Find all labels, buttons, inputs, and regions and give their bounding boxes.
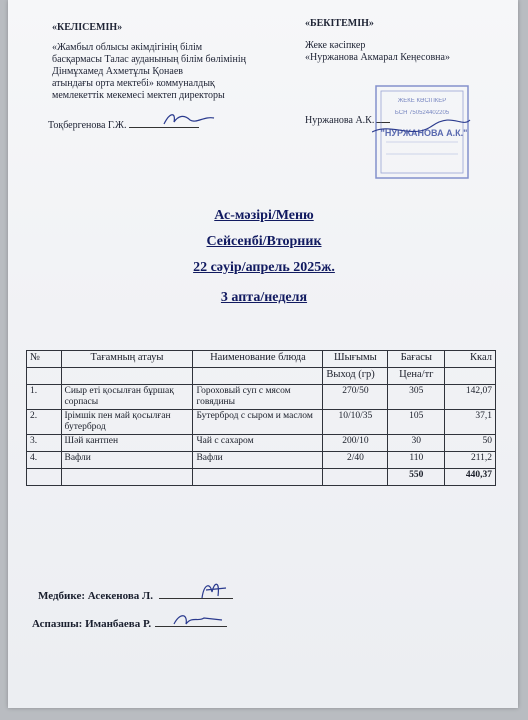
agreed-line-3: Дінмұхамед Ахметұлы Қонаев <box>52 66 183 77</box>
nurse-signature <box>196 578 236 604</box>
row-output: 200/10 <box>323 435 388 452</box>
table-total-row <box>27 469 496 486</box>
header-kcal: Ккал <box>445 351 496 368</box>
total-kcal: 440,37 <box>445 469 496 486</box>
total-price: 550 <box>388 469 445 486</box>
agreed-line-4: атындағы орта мектебі» коммуналдық <box>52 78 215 89</box>
agreed-line-5: мемлекеттік мекемесі мектеп директоры <box>52 90 225 101</box>
table-header-row <box>27 351 496 368</box>
row-name-ru: Бутерброд с сыром и маслом <box>193 410 323 435</box>
row-name-kz: Сиыр еті қосылған бұршақ сорпасы <box>61 385 193 410</box>
row-name-kz: Вафли <box>61 452 193 469</box>
row-price: 30 <box>388 435 445 452</box>
cook-signature <box>170 608 230 632</box>
approved-line-2: «Нуржанова Акмарал Кеңесовна» <box>305 52 450 63</box>
agreed-title: «КЕЛІСЕМІН» <box>52 22 123 33</box>
director-signer: Тоқбергенова Г.Ж. <box>48 120 199 132</box>
row-name-ru: Чай с сахаром <box>193 435 323 452</box>
header-price-ru: Цена/тг <box>388 368 445 385</box>
date-title: 22 сәуір/апрель 2025ж. <box>193 260 335 275</box>
agreed-line-1: «Жамбыл облысы әкімдігінің білім <box>52 42 203 53</box>
row-price: 305 <box>388 385 445 410</box>
row-num: 3. <box>27 435 62 452</box>
approved-signer: Нуржанова А.К. <box>305 115 390 127</box>
svg-text:БСН 750524402205: БСН 750524402205 <box>394 110 450 116</box>
header-name-kz: Тағамның атауы <box>61 351 193 368</box>
day-title: Сейсенбі/Вторник <box>206 234 322 249</box>
entrepreneur-stamp <box>372 82 472 182</box>
row-num: 4. <box>27 452 62 469</box>
row-num: 1. <box>27 385 62 410</box>
row-output: 10/10/35 <box>323 410 388 435</box>
row-name-ru: Гороховый суп с мясом говядины <box>193 385 323 410</box>
svg-text:ЖЕКЕ КӘСІПКЕР: ЖЕКЕ КӘСІПКЕР <box>397 98 447 104</box>
row-name-kz: Ірімшік пен май қосылған бутерброд <box>61 410 193 435</box>
week-title: 3 апта/неделя <box>220 290 308 305</box>
row-name-ru: Вафли <box>193 452 323 469</box>
table-row <box>27 452 496 469</box>
table-row <box>27 435 496 452</box>
header-price-kz: Бағасы <box>388 351 445 368</box>
row-kcal: 50 <box>445 435 496 452</box>
menu-table <box>26 350 496 486</box>
row-kcal: 142,07 <box>445 385 496 410</box>
row-kcal: 37,1 <box>445 410 496 435</box>
approved-line-1: Жеке кәсіпкер <box>305 40 366 51</box>
approved-title: «БЕКІТЕМІН» <box>305 18 374 29</box>
header-output-kz: Шығымы <box>323 351 388 368</box>
row-output: 270/50 <box>323 385 388 410</box>
director-signature <box>160 108 220 130</box>
header-num: № <box>27 351 62 368</box>
nurse-signature-line: Медбике: Асекенова Л. <box>38 590 233 602</box>
row-price: 105 <box>388 410 445 435</box>
table-row <box>27 385 496 410</box>
row-num: 2. <box>27 410 62 435</box>
agreed-line-2: басқармасы Талас ауданының білім бөлімінің <box>52 54 246 65</box>
header-output-ru: Выход (гр) <box>323 368 388 385</box>
row-output: 2/40 <box>323 452 388 469</box>
svg-text:"НУРЖАНОВА А.К.": "НУРЖАНОВА А.К." <box>380 128 468 138</box>
row-kcal: 211,2 <box>445 452 496 469</box>
menu-title: Ас-мәзірі/Меню <box>214 208 314 223</box>
header-name-ru: Наименование блюда <box>193 351 323 368</box>
table-subheader-row <box>27 368 496 385</box>
row-name-kz: Шәй кантпен <box>61 435 193 452</box>
table-row <box>27 410 496 435</box>
row-price: 110 <box>388 452 445 469</box>
cook-signature-line: Аспазшы: Иманбаева Р. <box>32 618 227 630</box>
